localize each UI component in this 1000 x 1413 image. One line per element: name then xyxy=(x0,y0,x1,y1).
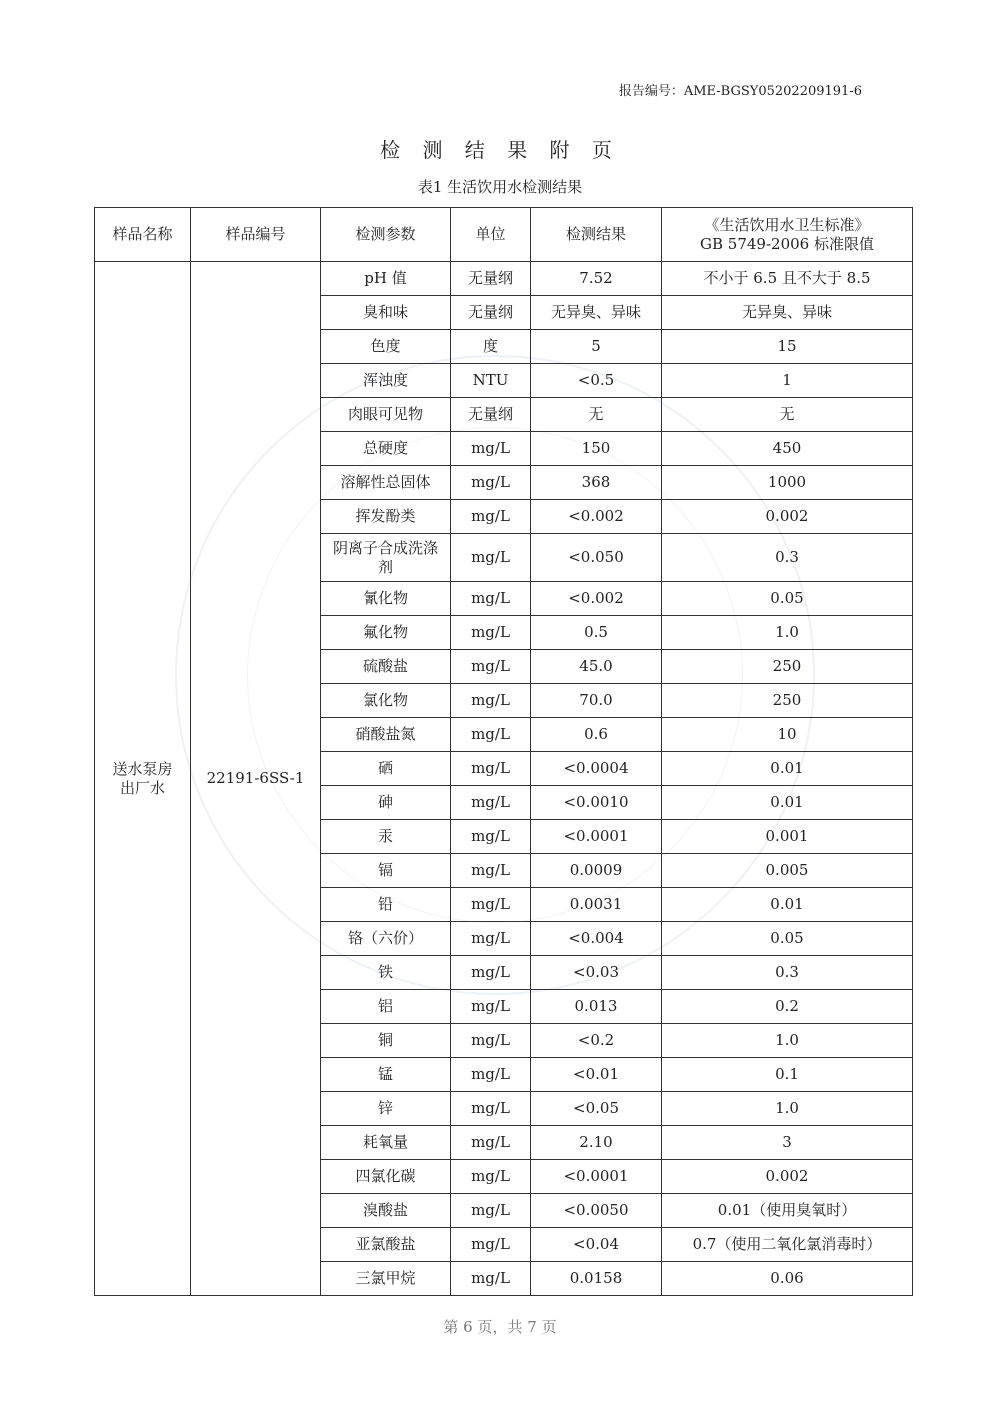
cell-limit: 0.3 xyxy=(662,956,913,990)
cell-unit: mg/L xyxy=(451,752,531,786)
header-unit: 单位 xyxy=(451,208,531,262)
cell-result: <0.0010 xyxy=(531,786,662,820)
cell-limit: 0.1 xyxy=(662,1058,913,1092)
cell-unit: mg/L xyxy=(451,1092,531,1126)
cell-parameter: 溴酸盐 xyxy=(321,1194,451,1228)
sample-name-line2: 出厂水 xyxy=(119,778,165,797)
cell-parameter: 汞 xyxy=(321,820,451,854)
cell-result: 0.6 xyxy=(531,718,662,752)
cell-unit: mg/L xyxy=(451,1024,531,1058)
cell-result: <0.5 xyxy=(531,364,662,398)
cell-result: <0.050 xyxy=(531,534,662,582)
cell-result: <0.03 xyxy=(531,956,662,990)
cell-parameter: 耗氧量 xyxy=(321,1126,451,1160)
cell-limit: 250 xyxy=(662,684,913,718)
cell-unit: mg/L xyxy=(451,534,531,582)
cell-result: <0.05 xyxy=(531,1092,662,1126)
cell-limit: 0.3 xyxy=(662,534,913,582)
cell-parameter: 挥发酚类 xyxy=(321,500,451,534)
cell-result: 45.0 xyxy=(531,650,662,684)
cell-result: 0.5 xyxy=(531,616,662,650)
cell-parameter: 肉眼可见物 xyxy=(321,398,451,432)
cell-sample-name xyxy=(95,262,191,1296)
cell-result: <0.04 xyxy=(531,1228,662,1262)
table-row xyxy=(95,262,913,296)
cell-result: <0.2 xyxy=(531,1024,662,1058)
cell-limit: 0.2 xyxy=(662,990,913,1024)
cell-limit: 0.01 xyxy=(662,888,913,922)
cell-result: 无 xyxy=(531,398,662,432)
cell-parameter: 三氯甲烷 xyxy=(321,1262,451,1296)
cell-result: 0.0009 xyxy=(531,854,662,888)
cell-parameter: 亚氯酸盐 xyxy=(321,1228,451,1262)
cell-parameter: 铬（六价） xyxy=(321,922,451,956)
cell-unit: mg/L xyxy=(451,1160,531,1194)
cell-parameter: 氰化物 xyxy=(321,582,451,616)
cell-limit: 0.01 xyxy=(662,786,913,820)
page-footer: 第 6 页，共 7 页 xyxy=(443,1318,557,1336)
cell-limit: 0.05 xyxy=(662,922,913,956)
cell-result: 无异臭、异味 xyxy=(531,296,662,330)
cell-result: 7.52 xyxy=(531,262,662,296)
cell-unit: 无量纲 xyxy=(451,262,531,296)
cell-result: <0.0050 xyxy=(531,1194,662,1228)
cell-result: 5 xyxy=(531,330,662,364)
cell-limit: 1.0 xyxy=(662,1092,913,1126)
cell-result: 0.013 xyxy=(531,990,662,1024)
cell-parameter: 总硬度 xyxy=(321,432,451,466)
cell-parameter: 硒 xyxy=(321,752,451,786)
cell-unit: mg/L xyxy=(451,854,531,888)
sample-name-line1: 送水泵房 xyxy=(112,759,173,778)
cell-parameter: 浑浊度 xyxy=(321,364,451,398)
header-standard-line2: GB 5749-2006 标准限值 xyxy=(700,234,874,253)
cell-limit: 无 xyxy=(662,398,913,432)
cell-unit: mg/L xyxy=(451,684,531,718)
cell-limit: 0.002 xyxy=(662,1160,913,1194)
cell-unit: mg/L xyxy=(451,650,531,684)
cell-parameter: 砷 xyxy=(321,786,451,820)
cell-limit: 1000 xyxy=(662,466,913,500)
cell-unit: mg/L xyxy=(451,786,531,820)
cell-unit: mg/L xyxy=(451,820,531,854)
cell-limit: 450 xyxy=(662,432,913,466)
cell-result: <0.0001 xyxy=(531,820,662,854)
cell-parameter: 硫酸盐 xyxy=(321,650,451,684)
cell-parameter: 铅 xyxy=(321,888,451,922)
header-sample-name: 样品名称 xyxy=(95,208,191,262)
cell-limit: 0.06 xyxy=(662,1262,913,1296)
cell-limit: 1 xyxy=(662,364,913,398)
cell-result: 0.0031 xyxy=(531,888,662,922)
header-standard-line1: 《生活饮用水卫生标准》 xyxy=(704,215,870,234)
header-parameter: 检测参数 xyxy=(321,208,451,262)
cell-unit: mg/L xyxy=(451,1228,531,1262)
cell-unit: mg/L xyxy=(451,922,531,956)
cell-limit: 0.01 xyxy=(662,752,913,786)
cell-limit: 0.05 xyxy=(662,582,913,616)
cell-parameter: 硝酸盐氮 xyxy=(321,718,451,752)
cell-limit: 10 xyxy=(662,718,913,752)
cell-unit: mg/L xyxy=(451,1194,531,1228)
cell-unit: mg/L xyxy=(451,582,531,616)
results-table xyxy=(94,207,913,1296)
cell-result: <0.01 xyxy=(531,1058,662,1092)
cell-parameter: 氟化物 xyxy=(321,616,451,650)
cell-parameter: 锰 xyxy=(321,1058,451,1092)
cell-unit: NTU xyxy=(451,364,531,398)
cell-parameter: 阴离子合成洗涤剂 xyxy=(321,534,451,582)
cell-parameter: 铜 xyxy=(321,1024,451,1058)
cell-limit: 0.002 xyxy=(662,500,913,534)
page-title: 检 测 结 果 附 页 xyxy=(380,138,620,162)
cell-unit: mg/L xyxy=(451,432,531,466)
cell-result: 368 xyxy=(531,466,662,500)
cell-unit: mg/L xyxy=(451,888,531,922)
cell-parameter: 铁 xyxy=(321,956,451,990)
report-number: 报告编号：AME-BGSY05202209191-6 xyxy=(618,84,862,99)
cell-result: 2.10 xyxy=(531,1126,662,1160)
header-result: 检测结果 xyxy=(531,208,662,262)
cell-limit: 250 xyxy=(662,650,913,684)
header-sample-id: 样品编号 xyxy=(191,208,321,262)
cell-limit: 0.005 xyxy=(662,854,913,888)
header-standard xyxy=(662,208,913,262)
cell-limit: 不小于 6.5 且不大于 8.5 xyxy=(662,262,913,296)
table-body xyxy=(95,262,913,1296)
cell-unit: mg/L xyxy=(451,1262,531,1296)
cell-result: <0.004 xyxy=(531,922,662,956)
cell-unit: mg/L xyxy=(451,466,531,500)
cell-parameter: 氯化物 xyxy=(321,684,451,718)
cell-unit: mg/L xyxy=(451,990,531,1024)
cell-unit: 度 xyxy=(451,330,531,364)
cell-limit: 3 xyxy=(662,1126,913,1160)
cell-result: <0.0004 xyxy=(531,752,662,786)
cell-parameter: 色度 xyxy=(321,330,451,364)
cell-parameter: 镉 xyxy=(321,854,451,888)
cell-unit: 无量纲 xyxy=(451,296,531,330)
cell-limit: 15 xyxy=(662,330,913,364)
cell-result: 150 xyxy=(531,432,662,466)
cell-result: <0.002 xyxy=(531,500,662,534)
cell-unit: mg/L xyxy=(451,956,531,990)
table-title: 表1 生活饮用水检测结果 xyxy=(417,178,583,196)
cell-result: <0.002 xyxy=(531,582,662,616)
cell-result: 70.0 xyxy=(531,684,662,718)
cell-parameter: 臭和味 xyxy=(321,296,451,330)
table-header-row xyxy=(95,208,913,262)
cell-unit: 无量纲 xyxy=(451,398,531,432)
cell-unit: mg/L xyxy=(451,500,531,534)
cell-parameter: 溶解性总固体 xyxy=(321,466,451,500)
cell-unit: mg/L xyxy=(451,718,531,752)
cell-sample-id: 22191-6SS-1 xyxy=(191,262,321,1296)
cell-limit: 0.7（使用二氧化氯消毒时） xyxy=(662,1228,913,1262)
cell-limit: 1.0 xyxy=(662,616,913,650)
cell-unit: mg/L xyxy=(451,616,531,650)
cell-result: 0.0158 xyxy=(531,1262,662,1296)
cell-result: <0.0001 xyxy=(531,1160,662,1194)
cell-parameter: 锌 xyxy=(321,1092,451,1126)
cell-limit: 无异臭、异味 xyxy=(662,296,913,330)
cell-parameter: pH 值 xyxy=(321,262,451,296)
cell-limit: 1.0 xyxy=(662,1024,913,1058)
cell-limit: 0.01（使用臭氧时） xyxy=(662,1194,913,1228)
cell-unit: mg/L xyxy=(451,1058,531,1092)
cell-parameter: 铝 xyxy=(321,990,451,1024)
cell-parameter: 四氯化碳 xyxy=(321,1160,451,1194)
cell-limit: 0.001 xyxy=(662,820,913,854)
cell-unit: mg/L xyxy=(451,1126,531,1160)
